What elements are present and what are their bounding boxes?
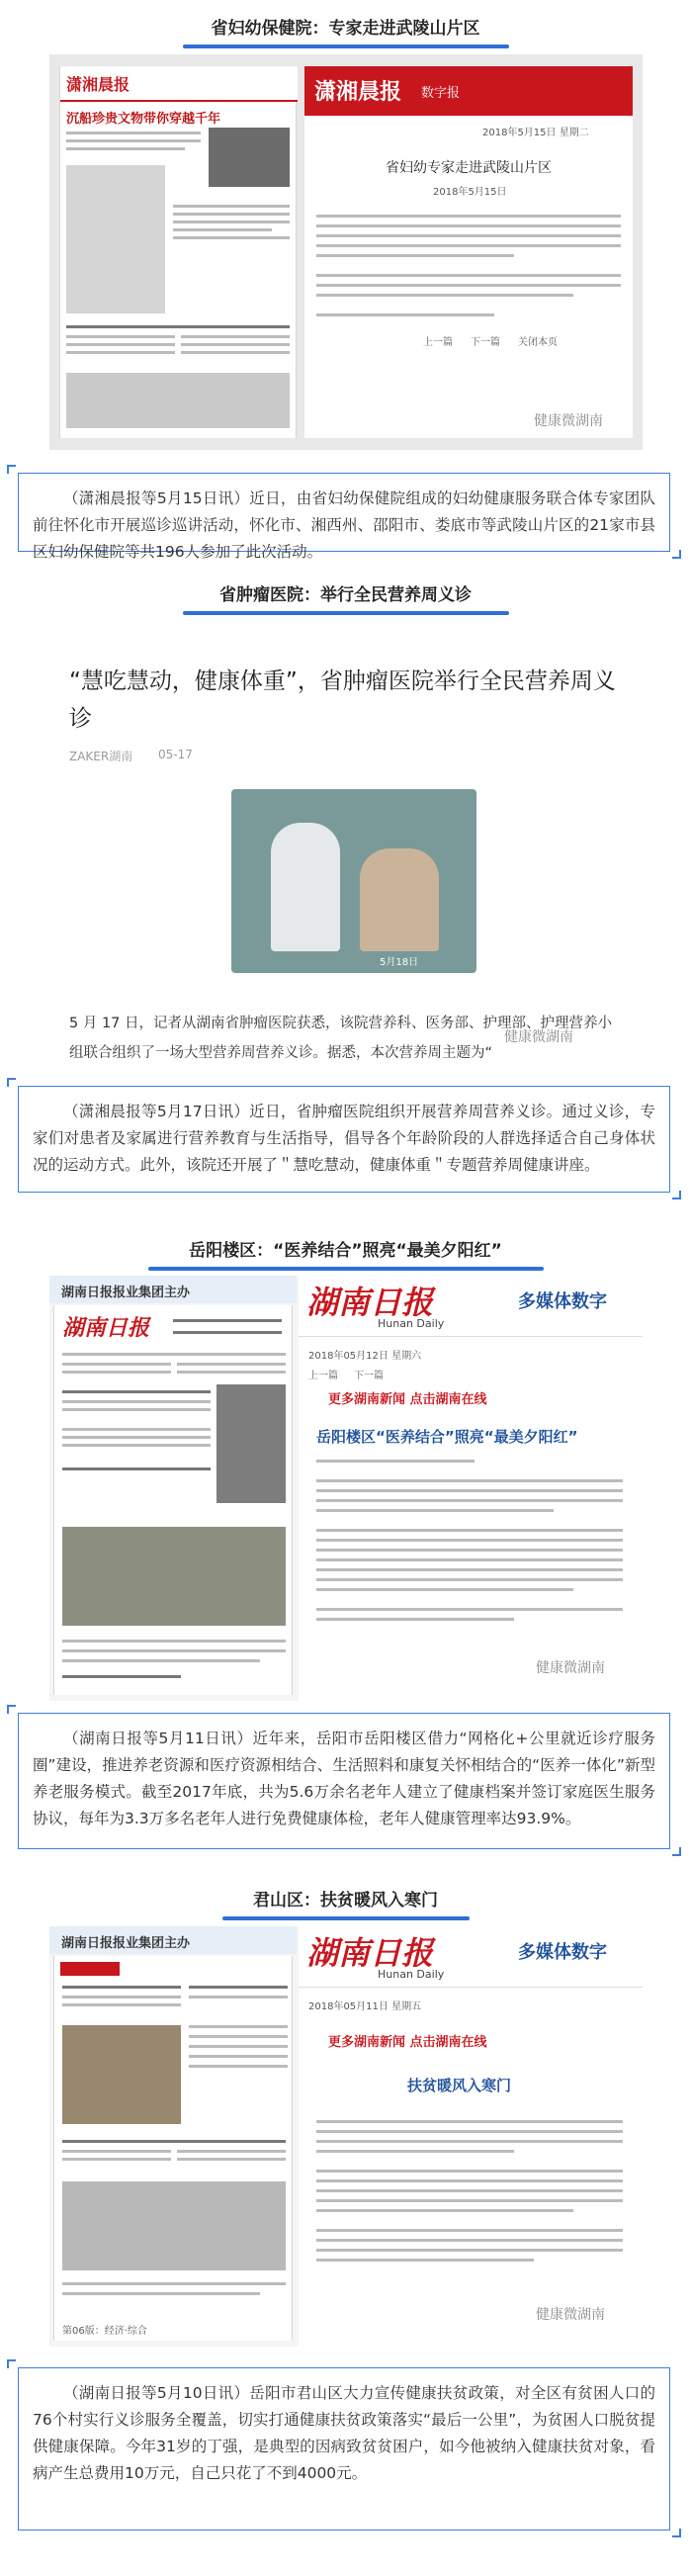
title-underline — [148, 1267, 544, 1271]
text-line — [181, 343, 290, 346]
prev-page[interactable]: 上一篇 — [308, 1371, 338, 1381]
more-news[interactable]: 更多湖南新闻 点击湖南在线 — [328, 2035, 487, 2050]
text-line — [189, 2025, 288, 2028]
text-line — [66, 351, 175, 354]
paper-photo — [62, 1527, 286, 1626]
watermark: 健康微湖南 — [536, 2307, 605, 2323]
page-band — [60, 1962, 120, 1976]
text-line — [316, 2259, 534, 2262]
text-line — [66, 132, 201, 134]
text-line — [189, 2035, 288, 2038]
paper-page — [53, 1305, 293, 1695]
paper-en: Hunan Daily — [378, 1968, 445, 1981]
title-underline — [183, 44, 509, 48]
text-line — [316, 1489, 623, 1492]
text-line — [62, 1390, 211, 1393]
text-line — [316, 1460, 475, 1463]
text-line — [316, 1499, 623, 1502]
text-line — [316, 2120, 623, 2123]
article-body: 5 月 17 日，记者从湖南省肿瘤医院获悉，该院营养科、医务部、护理部、护理营养小组联合组织了一场大型营养周营养义诊。据悉，本次营养周主题为“ — [69, 1016, 613, 1061]
quote-corner-mark — [672, 2529, 681, 2537]
text-line — [62, 1408, 211, 1411]
text-line — [177, 2150, 286, 2153]
text-line — [316, 1558, 623, 1561]
text-line — [316, 1608, 623, 1611]
text-line — [316, 1529, 623, 1532]
text-line — [173, 213, 290, 216]
digital-panel — [304, 66, 633, 438]
text-line — [316, 313, 494, 316]
group-banner — [49, 1926, 297, 1954]
section-title-4 — [0, 1886, 691, 1920]
paper-logo: 湖南日报 — [306, 1284, 434, 1321]
text-line — [66, 335, 175, 338]
digital-panel — [299, 1926, 643, 2347]
digital-header — [299, 1926, 643, 1988]
text-line — [316, 2199, 623, 2202]
text-line — [189, 2045, 288, 2048]
article-photo — [231, 789, 476, 973]
watermark: 健康微湖南 — [504, 1029, 573, 1045]
text-line — [62, 2292, 260, 2295]
text-line — [316, 1549, 623, 1552]
quote-corner-mark — [672, 550, 681, 559]
text-line — [181, 351, 290, 354]
text-line — [62, 1986, 181, 1989]
left-paper-photo — [209, 128, 290, 187]
text-line — [177, 1363, 286, 1366]
section-title-text: 岳阳楼区：“医养结合”照亮“最美夕阳红” — [189, 1241, 502, 1261]
text-line — [173, 1319, 282, 1322]
section-title-text: 省肿瘤医院：举行全民营养周义诊 — [219, 585, 472, 605]
text-line — [177, 2158, 286, 2161]
text-line — [173, 205, 290, 208]
text-line — [62, 2003, 181, 2006]
paper-en: Hunan Daily — [378, 1317, 445, 1330]
text-line — [62, 1436, 211, 1439]
digital-panel — [299, 1276, 643, 1701]
issue-line: 2018年05月12日 星期六 — [308, 1351, 422, 1362]
article-date: 05-17 — [158, 748, 193, 761]
photo-detail — [271, 823, 340, 951]
paper-photo — [62, 2025, 181, 2124]
left-paper-logo: 潇湘晨报 — [66, 75, 130, 94]
text-line — [316, 2239, 623, 2242]
text-line — [66, 325, 290, 328]
article-card-2 — [49, 623, 643, 1078]
newspaper-screenshot-4 — [49, 1926, 643, 2347]
media-label: 多媒体数字 — [518, 1942, 607, 1963]
paper-logo-strip — [60, 66, 298, 102]
text-line — [62, 1353, 286, 1356]
text-line — [66, 343, 175, 346]
watermark: 健康微湖南 — [534, 413, 603, 429]
text-line — [62, 1400, 211, 1403]
text-line — [316, 1618, 514, 1621]
newspaper-screenshot-3 — [49, 1276, 643, 1701]
paper-page-logo: 湖南日报 — [62, 1316, 150, 1341]
text-line — [62, 1649, 286, 1652]
text-line — [316, 1568, 623, 1571]
article-headline: “慧吃慧动，健康体重”，省肿瘤医院举行全民营养周义诊 — [69, 668, 616, 732]
text-line — [316, 224, 621, 227]
article-title: 岳阳楼区“医养结合”照亮“最美夕阳红” — [316, 1428, 578, 1446]
article-date: 2018年5月15日 — [433, 187, 507, 198]
paper-photo — [216, 1384, 286, 1503]
title-underline — [183, 611, 509, 615]
group-banner-text: 湖南日报报业集团主办 — [61, 1936, 191, 1951]
text-line — [173, 228, 272, 231]
text-line — [62, 1371, 171, 1374]
text-line — [62, 2158, 171, 2161]
text-line — [316, 2170, 623, 2173]
text-line — [316, 1588, 573, 1591]
section-title-1 — [0, 14, 691, 48]
text-line — [316, 2249, 623, 2252]
text-line — [66, 139, 201, 142]
text-line — [316, 284, 621, 287]
nav-next[interactable]: 下一篇 — [471, 337, 500, 348]
quote-corner-mark — [7, 1705, 16, 1714]
text-line — [316, 215, 621, 218]
text-line — [62, 1363, 171, 1366]
article-title: 省妇幼专家走进武陵山片区 — [386, 160, 552, 176]
quote-corner-mark — [672, 1191, 681, 1199]
quote-box-2: （潇湘晨报等5月17日讯）近日，省肿瘤医院组织开展营养周营养义诊。通过义诊，专家们对患者及家属进行营养教育与生活指导，倡导各个年龄阶段的人群选择适合自己身体状况的运动方式。此外，该院还开展了＂慧吃慧动，健康体重＂专题营养周健康讲座。 — [18, 1086, 670, 1193]
article-title: 扶贫暖风入寒门 — [407, 2077, 512, 2094]
text-line — [173, 1331, 282, 1334]
section-title-3 — [0, 1236, 691, 1271]
text-line — [189, 1996, 288, 1999]
text-line — [316, 2209, 573, 2212]
text-line — [62, 1675, 181, 1678]
text-line — [316, 2130, 623, 2133]
media-label: 多媒体数字 — [518, 1291, 607, 1312]
quote-corner-mark — [7, 1078, 16, 1087]
section-title-text: 省妇幼保健院：专家走进武陵山片区 — [211, 19, 480, 39]
text-line — [189, 2065, 288, 2068]
text-line — [316, 1479, 623, 1482]
text-line — [66, 147, 185, 150]
section-title-text: 君山区：扶贫暖风入寒门 — [253, 1891, 438, 1910]
issue-line: 2018年05月11日 星期五 — [308, 2001, 422, 2012]
issue-line: 2018年5月15日 星期二 — [482, 128, 589, 138]
article-source: ZAKER湖南 — [69, 750, 133, 763]
text-line — [173, 221, 290, 223]
text-line — [316, 2150, 514, 2153]
photo-detail — [360, 848, 439, 951]
watermark: 健康微湖南 — [536, 1660, 605, 1676]
text-line — [173, 236, 290, 239]
text-line — [316, 294, 573, 297]
text-line — [62, 1467, 211, 1470]
text-line — [62, 2282, 286, 2285]
paper-page — [53, 1956, 293, 2341]
text-line — [62, 2140, 286, 2143]
text-line — [316, 234, 621, 237]
text-line — [316, 274, 621, 277]
left-paper-page — [59, 66, 297, 438]
text-line — [316, 2140, 623, 2143]
paper-logo: 湖南日报 — [306, 1934, 434, 1972]
paper-photo — [62, 2181, 286, 2270]
text-line — [62, 1428, 211, 1431]
text-line — [189, 2055, 288, 2058]
left-paper-map — [66, 165, 165, 313]
section-title-2 — [0, 580, 691, 615]
title-underline — [222, 1916, 470, 1920]
text-line — [316, 1509, 554, 1512]
text-line — [316, 2229, 623, 2232]
nav-close[interactable]: 关闭本页 — [518, 337, 558, 348]
more-news[interactable]: 更多湖南新闻 点击湖南在线 — [328, 1392, 487, 1407]
digital-header — [299, 1276, 643, 1337]
text-line — [316, 244, 621, 247]
text-line — [316, 1578, 623, 1581]
text-line — [316, 254, 514, 257]
text-line — [316, 2189, 623, 2192]
quote-box-4: （湖南日报等5月10日讯）岳阳市君山区大力宣传健康扶贫政策，对全区有贫困人口的76个村实行义诊服务全覆盖，切实打通健康扶贫政策落实“最后一公里”，为贫困人口脱贫提供健康保障。今年31岁的丁强，是典型的因病致贫贫困户，如今他被纳入健康扶贫对象，看病产生总费用10万元，自己只花了不到4000元。 — [18, 2367, 670, 2531]
page-label: 第06版：经济·综合 — [62, 2326, 147, 2337]
text-line — [62, 1640, 286, 1643]
text-line — [62, 1444, 211, 1447]
text-line — [62, 2150, 171, 2153]
quote-box-3: （湖南日报等5月11日讯）近年来，岳阳市岳阳楼区借力“网格化+公里就近诊疗服务圈”建设，推进养老资源和医疗资源相结合、生活照料和康复关怀相结合的“医养一体化”新型养老服务模式。截至2017年底，共为5.6万余名老年人建立了健康档案并签订家庭医生服务协议，每年为3.3万多名老年人进行免费健康体检，老年人健康管理率达93.9%。 — [18, 1713, 670, 1849]
newspaper-screenshot-1 — [49, 54, 643, 450]
text-line — [181, 335, 290, 338]
group-banner-text: 湖南日报报业集团主办 — [61, 1286, 191, 1300]
group-banner — [49, 1276, 297, 1303]
text-line — [189, 1986, 288, 1989]
text-line — [316, 1539, 623, 1542]
left-paper-ad — [66, 373, 290, 428]
brand-suffix: 数字报 — [421, 86, 461, 101]
photo-caption: 5月18日 — [380, 957, 419, 968]
text-line — [62, 1996, 181, 1999]
quote-corner-mark — [672, 1847, 681, 1856]
quote-box-1: （潇湘晨报等5月15日讯）近日，由省妇幼保健院组成的妇幼健康服务联合体专家团队前往怀化市开展巡诊巡讲活动，怀化市、湘西州、邵阳市、娄底市等武陵山片区的21家市县区妇幼保健院等共196人参加了此次活动。 — [18, 473, 670, 552]
nav-prev[interactable]: 上一篇 — [423, 337, 453, 348]
brand-big: 潇湘晨报 — [314, 80, 402, 105]
text-line — [62, 1659, 260, 1662]
quote-corner-mark — [7, 2359, 16, 2368]
left-paper-headline: 沉船珍贵文物带你穿越千年 — [66, 112, 221, 127]
digital-header — [304, 66, 633, 116]
text-line — [316, 2179, 623, 2182]
text-line — [177, 1371, 286, 1374]
next-page[interactable]: 下一篇 — [354, 1371, 384, 1381]
quote-corner-mark — [7, 465, 16, 474]
